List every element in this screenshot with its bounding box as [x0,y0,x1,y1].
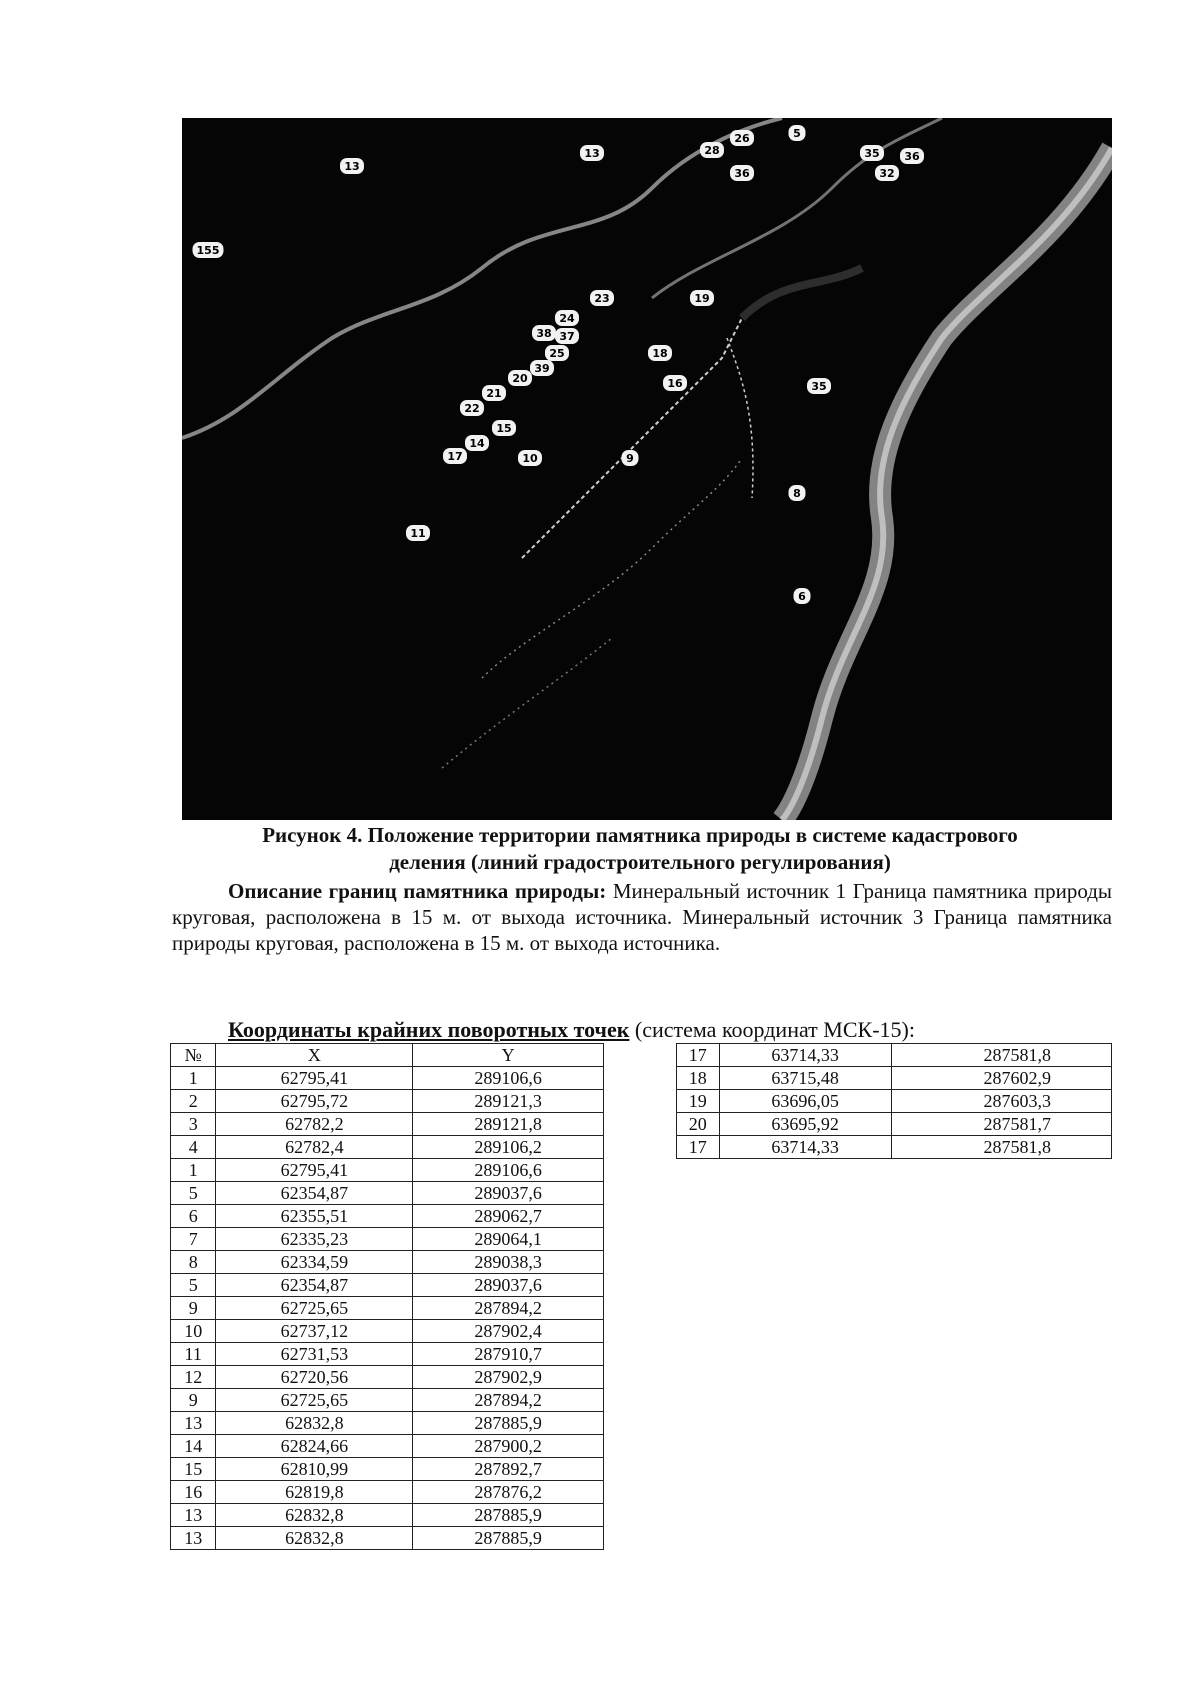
map-point-label-text: 21 [486,387,502,400]
table-row [171,1251,604,1274]
map-point-label-text: 155 [196,244,220,257]
point-number-cell: 2 [171,1090,216,1113]
table-row [171,1205,604,1228]
map-point-label [730,165,754,181]
y-cell: 287603,3 [891,1090,1111,1113]
map-point-label-text: 6 [798,590,806,603]
map-point-label [580,145,604,161]
map-point-label-text: 35 [864,147,880,160]
y-cell: 289037,6 [413,1274,604,1297]
coordinates-heading-bold: Координаты крайних поворотных точек [228,1017,630,1042]
point-number-cell: 17 [677,1044,720,1067]
table-row [171,1136,604,1159]
point-number-cell: 1 [171,1067,216,1090]
map-point-label [789,125,806,141]
table-row [171,1435,604,1458]
map-point-label-text: 19 [694,292,710,305]
x-cell: 62720,56 [216,1366,413,1389]
table-header-row [171,1044,604,1067]
header-x: X [216,1044,413,1067]
map-point-label [663,375,687,391]
point-number-cell: 17 [677,1136,720,1159]
map-point-label [193,242,224,258]
map-point-label [555,310,579,326]
map-point-label [460,400,484,416]
map-point-label-text: 22 [464,402,480,415]
x-cell: 62334,59 [216,1251,413,1274]
map-point-label-text: 5 [793,127,801,140]
table-row [171,1182,604,1205]
map-point-label [730,130,754,146]
point-number-cell: 3 [171,1113,216,1136]
map-point-label [482,385,506,401]
table-row [171,1389,604,1412]
table-row [171,1113,604,1136]
x-cell: 62795,41 [216,1067,413,1090]
x-cell: 63714,33 [719,1044,891,1067]
map-point-label [789,485,806,501]
map-point-label-text: 17 [447,450,463,463]
point-number-cell: 10 [171,1320,216,1343]
x-cell: 62795,41 [216,1159,413,1182]
map-point-label [875,165,899,181]
map-point-label-text: 35 [811,380,827,393]
map-point-label [508,370,532,386]
x-cell: 62725,65 [216,1389,413,1412]
table-row [677,1044,1112,1067]
caption-line-2: деления (линий градостроительного регулирования) [389,850,891,874]
point-number-cell: 8 [171,1251,216,1274]
y-cell: 287581,8 [891,1136,1111,1159]
description-lead: Описание границ памятника природы: [228,879,607,903]
map-point-label-text: 15 [496,422,512,435]
x-cell: 63695,92 [719,1113,891,1136]
x-cell: 62795,72 [216,1090,413,1113]
map-point-label [443,448,467,464]
point-number-cell: 7 [171,1228,216,1251]
point-number-cell: 5 [171,1274,216,1297]
caption-line-1: Рисунок 4. Положение территории памятника природы в системе кадастрового [262,823,1018,847]
x-cell: 62810,99 [216,1458,413,1481]
y-cell: 289038,3 [413,1251,604,1274]
point-number-cell: 12 [171,1366,216,1389]
map-point-label-text: 37 [559,330,575,343]
coordinates-heading-rest: (система координат МСК-15): [629,1017,915,1042]
map-point-label [900,148,924,164]
map-point-label-text: 8 [793,487,801,500]
table-row [171,1481,604,1504]
x-cell: 62731,53 [216,1343,413,1366]
point-number-cell: 13 [171,1527,216,1550]
x-cell: 62335,23 [216,1228,413,1251]
cadastral-map-image [182,118,1112,820]
map-point-label-text: 20 [512,372,528,385]
table-row [171,1504,604,1527]
coordinates-heading [228,1018,915,1042]
map-point-label [465,435,489,451]
point-number-cell: 1 [171,1159,216,1182]
map-point-label [340,158,364,174]
map-point-label-text: 26 [734,132,750,145]
map-point-label-text: 16 [667,377,683,390]
map-point-label-text: 36 [734,167,750,180]
map-drawing [182,118,1112,820]
map-point-label-text: 39 [534,362,550,375]
map-point-label [406,525,430,541]
table-row [171,1320,604,1343]
map-point-label-text: 32 [879,167,895,180]
map-point-label-text: 36 [904,150,920,163]
header-number: № [171,1044,216,1067]
x-cell: 62832,8 [216,1527,413,1550]
map-point-label [555,328,579,344]
x-cell: 62737,12 [216,1320,413,1343]
map-point-label [545,345,569,361]
table-row [677,1090,1112,1113]
table-row [171,1159,604,1182]
y-cell: 287581,7 [891,1113,1111,1136]
point-number-cell: 20 [677,1113,720,1136]
y-cell: 287900,2 [413,1435,604,1458]
map-point-label [530,360,554,376]
coordinates-table-right [676,1043,1112,1159]
map-point-label-text: 28 [704,144,720,157]
map-point-label-text: 11 [410,527,426,540]
y-cell: 287910,7 [413,1343,604,1366]
x-cell: 62832,8 [216,1504,413,1527]
map-point-label [590,290,614,306]
boundary-description [172,878,1112,956]
point-number-cell: 18 [677,1067,720,1090]
x-cell: 62355,51 [216,1205,413,1228]
y-cell: 289106,2 [413,1136,604,1159]
map-point-label-text: 10 [522,452,538,465]
map-point-label-text: 13 [344,160,360,173]
map-label-group [193,125,925,604]
point-number-cell: 9 [171,1297,216,1320]
map-point-label-text: 38 [536,327,552,340]
figure-caption [168,822,1112,876]
y-cell: 287902,4 [413,1320,604,1343]
table-row [677,1113,1112,1136]
point-number-cell: 11 [171,1343,216,1366]
table-row [171,1527,604,1550]
map-point-label-text: 23 [594,292,610,305]
map-point-label [860,145,884,161]
table-row [171,1412,604,1435]
map-point-label-text: 18 [652,347,668,360]
y-cell: 289037,6 [413,1182,604,1205]
x-cell: 62824,66 [216,1435,413,1458]
y-cell: 287602,9 [891,1067,1111,1090]
x-cell: 62782,4 [216,1136,413,1159]
x-cell: 63715,48 [719,1067,891,1090]
map-point-label [807,378,831,394]
map-point-label [492,420,516,436]
header-y: Y [413,1044,604,1067]
map-point-label [794,588,811,604]
table-row [171,1067,604,1090]
table-row [677,1136,1112,1159]
point-number-cell: 14 [171,1435,216,1458]
x-cell: 63714,33 [719,1136,891,1159]
y-cell: 287894,2 [413,1297,604,1320]
table-row [677,1067,1112,1090]
map-point-label [532,325,556,341]
point-number-cell: 9 [171,1389,216,1412]
table-row [171,1458,604,1481]
y-cell: 287876,2 [413,1481,604,1504]
y-cell: 287885,9 [413,1504,604,1527]
x-cell: 62832,8 [216,1412,413,1435]
x-cell: 62782,2 [216,1113,413,1136]
x-cell: 62819,8 [216,1481,413,1504]
map-point-label-text: 25 [549,347,565,360]
y-cell: 287892,7 [413,1458,604,1481]
table-row [171,1366,604,1389]
y-cell: 287885,9 [413,1412,604,1435]
point-number-cell: 15 [171,1458,216,1481]
table-row [171,1297,604,1320]
x-cell: 62354,87 [216,1274,413,1297]
map-point-label-text: 9 [626,452,634,465]
map-point-label [690,290,714,306]
x-cell: 62725,65 [216,1297,413,1320]
x-cell: 62354,87 [216,1182,413,1205]
y-cell: 287902,9 [413,1366,604,1389]
table-row [171,1228,604,1251]
table-row [171,1274,604,1297]
x-cell: 63696,05 [719,1090,891,1113]
description-text: Минеральный источник 1 Граница памятника природы круговая, расположена в 15 м. от выхода источника. Минеральный источник 3 Граница памятника природы круговая, расположена в 15 м. от выхода источника. [172,879,1113,955]
map-point-label-text: 14 [469,437,485,450]
y-cell: 289064,1 [413,1228,604,1251]
y-cell: 289121,8 [413,1113,604,1136]
point-number-cell: 16 [171,1481,216,1504]
y-cell: 289106,6 [413,1067,604,1090]
table-row [171,1343,604,1366]
map-point-label-text: 24 [559,312,575,325]
point-number-cell: 4 [171,1136,216,1159]
y-cell: 287894,2 [413,1389,604,1412]
y-cell: 289106,6 [413,1159,604,1182]
y-cell: 287581,8 [891,1044,1111,1067]
table-row [171,1090,604,1113]
point-number-cell: 13 [171,1412,216,1435]
y-cell: 289121,3 [413,1090,604,1113]
map-point-label [518,450,542,466]
point-number-cell: 13 [171,1504,216,1527]
y-cell: 287885,9 [413,1527,604,1550]
point-number-cell: 19 [677,1090,720,1113]
y-cell: 289062,7 [413,1205,604,1228]
map-point-label-text: 13 [584,147,600,160]
map-point-label [648,345,672,361]
map-point-label [700,142,724,158]
map-point-label [622,450,639,466]
point-number-cell: 5 [171,1182,216,1205]
point-number-cell: 6 [171,1205,216,1228]
coordinates-table-left [170,1043,604,1550]
